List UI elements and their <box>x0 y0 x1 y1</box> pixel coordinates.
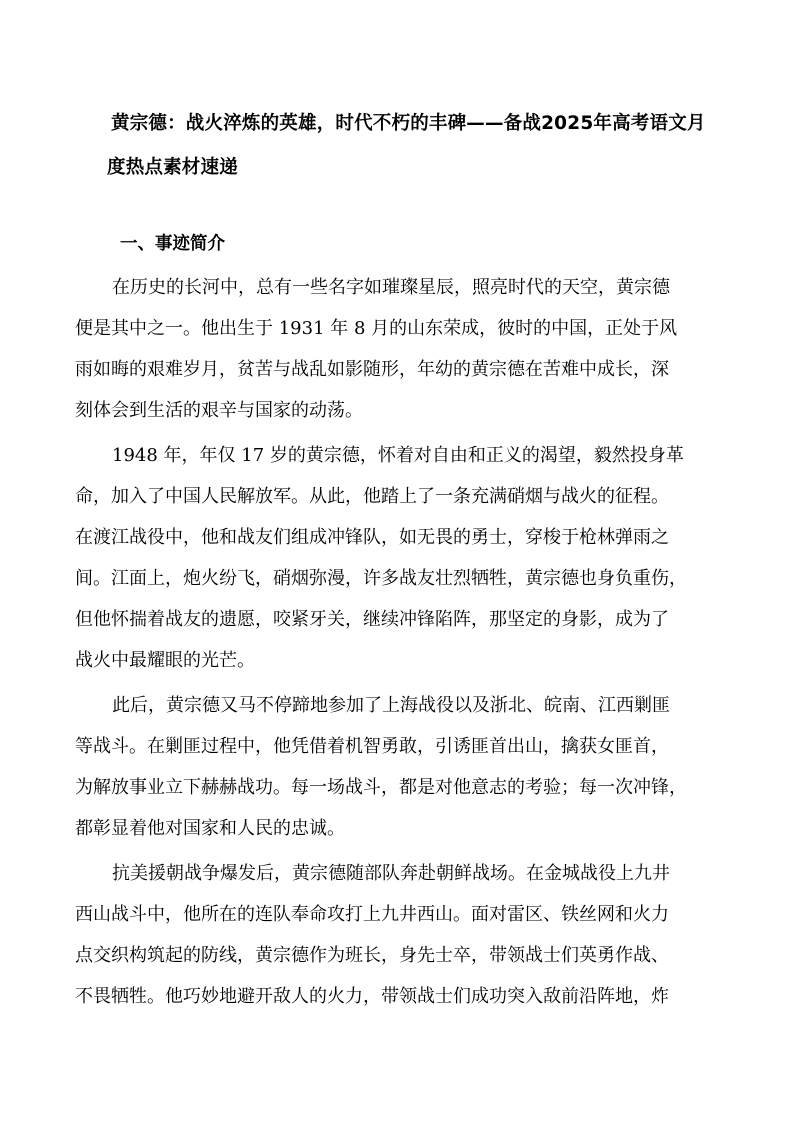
body-text <box>75 267 725 1021</box>
paragraph-line: 但他怀揣着战友的遗愿，咬紧牙关，继续冲锋陷阵，那坚定的身影，成为了 <box>75 609 669 630</box>
paragraph-line: 间。江面上，炮火纷飞，硝烟弥漫，许多战友壮烈牺牲，黄宗德也身负重伤， <box>75 568 687 589</box>
title-line-2: 度热点素材速递 <box>107 157 238 178</box>
paragraph-line: 刻体会到生活的艰辛与国家的动荡。 <box>75 400 363 421</box>
title-line-1: 黄宗德：战火淬炼的英雄，时代不朽的丰碑——备战2025年高考语文月 <box>111 113 706 134</box>
paragraph-line: 抗美援朝战争爆发后，黄宗德随部队奔赴朝鲜战场。在金城战役上九井 <box>112 863 670 884</box>
paragraph-3 <box>75 685 725 849</box>
paragraph-line: 便是其中之一。他出生于 1931 年 8 月的山东荣成，彼时的中国，正处于风 <box>75 318 678 339</box>
paragraph-line: 此后，黄宗德又马不停蹄地参加了上海战役以及浙北、皖南、江西剿匪 <box>112 695 670 716</box>
paragraph-line: 1948 年，年仅 17 岁的黄宗德，怀着对自由和正义的渴望，毅然投身革 <box>112 445 684 466</box>
paragraph-2 <box>75 435 725 681</box>
paragraph-line: 西山战斗中，他所在的连队奉命攻打上九井西山。面对雷区、铁丝网和火力 <box>75 904 669 925</box>
paragraph-line: 雨如晦的艰难岁月，贫苦与战乱如影随形，年幼的黄宗德在苦难中成长，深 <box>75 359 669 380</box>
paragraph-line: 命，加入了中国人民解放军。从此，他踏上了一条充满硝烟与战火的征程。 <box>75 486 669 507</box>
paragraph-line: 战火中最耀眼的光芒。 <box>75 650 255 671</box>
paragraph-line: 在渡江战役中，他和战友们组成冲锋队，如无畏的勇士，穿梭于枪林弹雨之 <box>75 527 669 548</box>
paragraph-line: 等战斗。在剿匪过程中，他凭借着机智勇敢，引诱匪首出山，擒获女匪首， <box>75 736 669 757</box>
paragraph-line: 点交织构筑起的防线，黄宗德作为班长，身先士卒，带领战士们英勇作战、 <box>75 945 669 966</box>
section-heading: 一、事迹简介 <box>120 234 225 254</box>
paragraph-line: 在历史的长河中，总有一些名字如璀璨星辰，照亮时代的天空，黄宗德 <box>112 277 670 298</box>
paragraph-line: 都彰显着他对国家和人民的忠诚。 <box>75 818 345 839</box>
document-title <box>107 102 711 190</box>
paragraph-4 <box>75 853 725 1017</box>
paragraph-line: 为解放事业立下赫赫战功。每一场战斗，都是对他意志的考验；每一次冲锋， <box>75 777 687 798</box>
paragraph-1 <box>75 267 725 431</box>
paragraph-line: 不畏牺牲。他巧妙地避开敌人的火力，带领战士们成功突入敌前沿阵地，炸 <box>75 986 669 1007</box>
